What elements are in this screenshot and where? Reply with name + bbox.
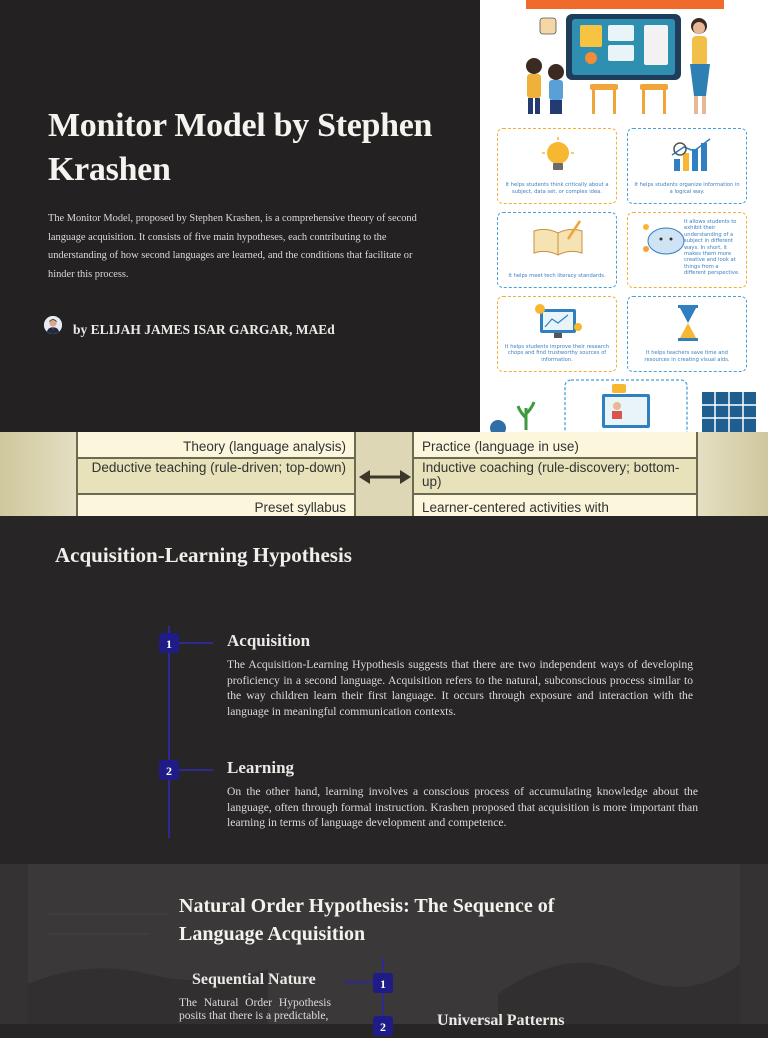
comparison-cell: Practice (language in use)	[414, 432, 696, 459]
lightbulb-icon	[498, 135, 618, 175]
author-byline	[44, 312, 335, 338]
timeline-connector	[179, 769, 213, 771]
hero-section	[0, 0, 768, 432]
page-title: Monitor Model by Stephen Krashen	[48, 107, 433, 188]
benefit-card	[627, 212, 747, 288]
benefit-card	[627, 128, 747, 204]
author-name: by ELIJAH JAMES ISAR GARGAR, MAEd	[73, 322, 335, 337]
timeline-text: The Natural Order Hypothesis posits that there is a predictable,	[179, 996, 331, 1022]
benefit-card	[497, 128, 617, 204]
timeline-badge: 2	[159, 760, 179, 780]
classroom-scene-icon	[480, 0, 768, 125]
author-avatar	[44, 316, 62, 334]
bar-chart-icon	[628, 135, 748, 175]
benefit-card-text: It helps students improve their research chops and find trustworthy sources of information.	[504, 343, 610, 363]
strip-background	[0, 432, 76, 516]
benefit-card-text: It helps students organize information in a logical way.	[634, 182, 740, 195]
timeline-badge: 1	[373, 973, 393, 993]
classroom-illustration	[480, 0, 768, 432]
timeline-connector	[179, 642, 213, 644]
strip-background	[698, 432, 768, 516]
benefit-card-text: It helps meet tech literacy standards.	[508, 272, 606, 279]
laptop-scene-icon	[480, 378, 768, 432]
comparison-cell: Inductive coaching (rule-discovery; bottom-up)	[414, 459, 696, 495]
teaching-comparison-table	[0, 432, 768, 516]
comparison-cell: Learner-centered activities with	[414, 495, 696, 516]
timeline-heading: Acquisition	[227, 631, 311, 650]
comparison-cell: Preset syllabus	[78, 495, 354, 516]
timeline-text: On the other hand, learning involves a conscious process of accumulating knowledge about the language, often through formal instruction. Krashen proposed that acquisition is more important than learning in terms of language development and competence.	[227, 785, 698, 829]
timeline-badge: 1	[159, 633, 179, 653]
hourglass-icon	[628, 303, 748, 343]
benefit-card	[497, 212, 617, 288]
timeline-heading: Learning	[227, 758, 295, 777]
timeline-heading: Universal Patterns	[437, 1012, 565, 1029]
timeline-badge: 2	[373, 1016, 393, 1036]
benefit-card-text: It allows students to exhibit their understanding of a subject in different ways. In short, it makes them more creative and look at things from a different perspective.	[684, 219, 740, 277]
benefit-card	[497, 296, 617, 372]
comparison-right-column	[412, 432, 698, 516]
benefit-card	[627, 296, 747, 372]
timeline-line	[168, 626, 170, 838]
comparison-cell: Deductive teaching (rule-driven; top-down)	[78, 459, 354, 495]
strip-divider	[356, 432, 414, 516]
section-title: Natural Order Hypothesis: The Sequence of Language Acquisition	[179, 895, 555, 945]
timeline-text: The Acquisition-Learning Hypothesis suggests that there are two independent ways of developing proficiency in a second language. Acquisition refers to the natural, subconscious process similar to the way children learn their first language. It occurs through exposure and interaction with the language in meaningful communication contexts.	[227, 658, 693, 718]
monitor-gear-icon	[498, 303, 618, 343]
comparison-left-column	[76, 432, 356, 516]
benefit-card-text: It helps teachers save time and resources in creating visual aids.	[644, 350, 730, 363]
timeline-heading: Sequential Nature	[192, 971, 316, 988]
section-title: Acquisition-Learning Hypothesis	[55, 543, 352, 567]
comparison-cell: Theory (language analysis)	[78, 432, 354, 459]
hero-description: The Monitor Model, proposed by Stephen Krashen, is a comprehensive theory of second language acquisition. It consists of five main hypotheses, each contributing to the understanding of how second languages are learned, and the conditions that facilitate or hinder this process.	[48, 213, 417, 280]
double-arrow-icon	[356, 432, 414, 516]
timeline-connector	[344, 981, 374, 983]
benefit-card-text: It helps students think critically about a subject, data set, or complex idea.	[505, 182, 609, 195]
book-icon	[498, 219, 618, 259]
